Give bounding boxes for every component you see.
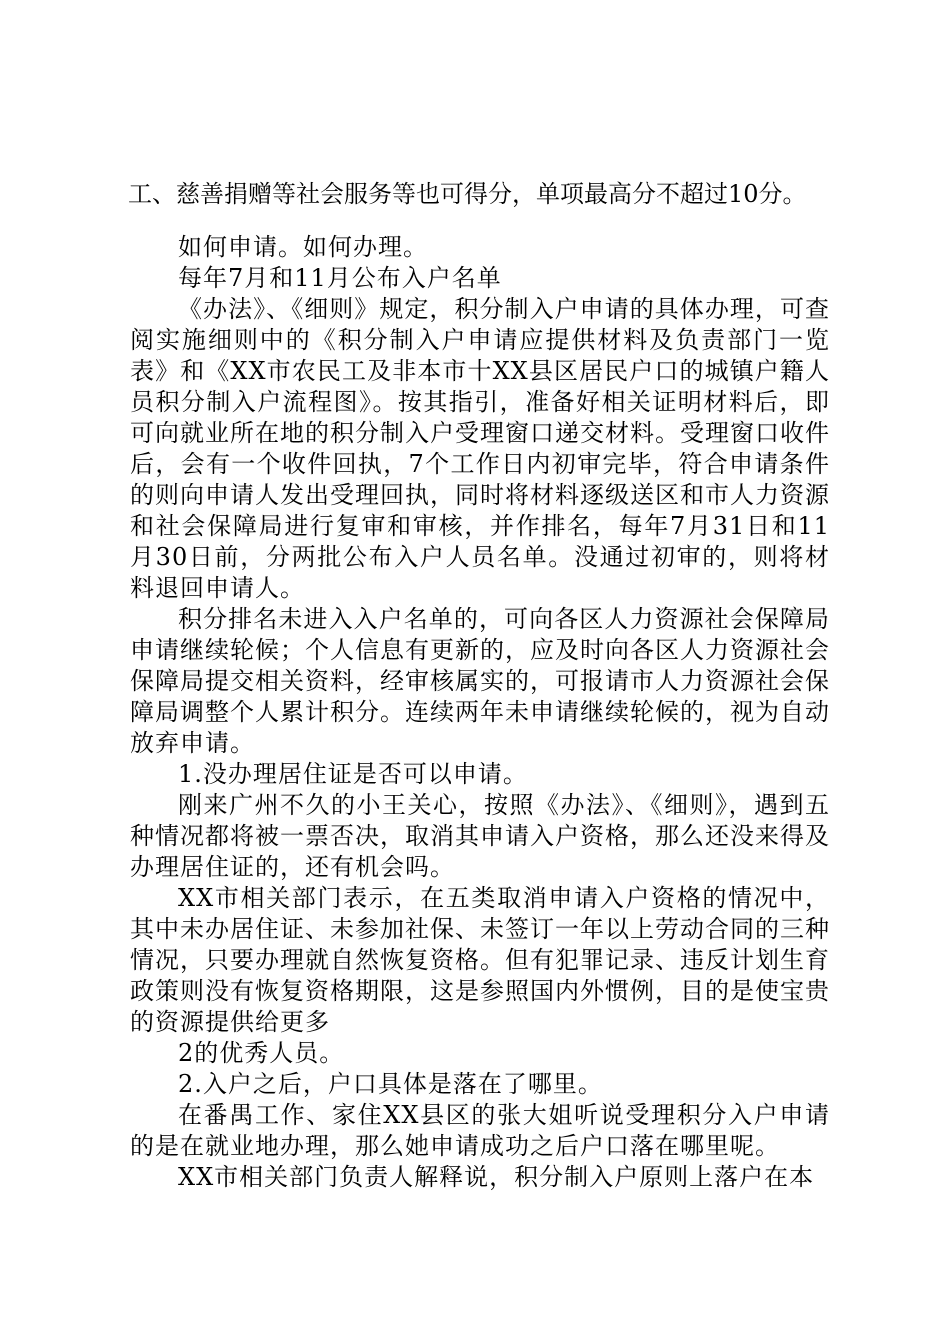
paragraph-procedure: 《办法》、《细则》规定，积分制入户申请的具体办理，可查阅实施细则中的《积分制入户申请应提供材料及负责部门一览表》和《XX市农民工及非本市十XX县区居民户口的城镇户籍人员积分制入户流程图》。按其指引，准备好相关证明材料后，即可向就业所在地的积分制入户受理窗口递交材料。受理窗口收件后，会有一个收件回执，7个工作日内初审完毕，符合申请条件的则向申请人发出受理回执，同时将材料逐级送区和市人力资源和社会保障局进行复审和审核，并作排名，每年7月31日和11月30日前，分两批公布入户人员名单。没通过初审的，则将材料退回申请人。: [130, 295, 830, 602]
paragraph-xiaowang: 刚来广州不久的小王关心，按照《办法》、《细则》，遇到五种情况都将被一票否决，取消其申请入户资格，那么还没来得及办理居住证的，还有机会吗。: [130, 791, 830, 881]
paragraph-how-to-apply: 如何申请。如何办理。: [178, 233, 428, 261]
paragraph-zhang: 在番禺工作、家住XX县区的张大姐听说受理积分入户申请的是在就业地办理，那么她申请成功之后户口落在哪里呢。: [130, 1101, 830, 1160]
paragraph-waiting-list: 积分排名未进入入户名单的，可向各区人力资源社会保障局申请继续轮候；个人信息有更新的，应及时向各区人力资源社会保障局提交相关资料，经审核属实的，可报请市人力资源社会保障局调整个人累计积分。连续两年未申请继续轮候的，视为自动放弃申请。: [130, 605, 830, 757]
paragraph-department-reply-1: XX市相关部门表示，在五类取消申请入户资格的情况中，其中未办居住证、未参加社保、未签订一年以上劳动合同的三种情况，只要办理就自然恢复资格。但有犯罪记录、违反计划生育政策则没有恢复资格期限，这是参照国内外惯例，目的是使宝贵的资源提供给更多: [130, 884, 830, 1036]
paragraph-publish-schedule: 每年7月和11月公布入户名单: [178, 264, 502, 292]
paragraph-question-2: 2.入户之后，户口具体是落在了哪里。: [178, 1070, 603, 1098]
continued-line: 工、慈善捐赠等社会服务等也可得分，单项最高分不超过10分。: [128, 180, 807, 208]
paragraph-department-reply-2: XX市相关部门负责人解释说，积分制入户原则上落户在本: [178, 1163, 815, 1191]
paragraph-question-1: 1.没办理居住证是否可以申请。: [178, 760, 528, 788]
document-body: [130, 232, 830, 1193]
paragraph-page-break-fragment: 2的优秀人员。: [178, 1039, 345, 1067]
